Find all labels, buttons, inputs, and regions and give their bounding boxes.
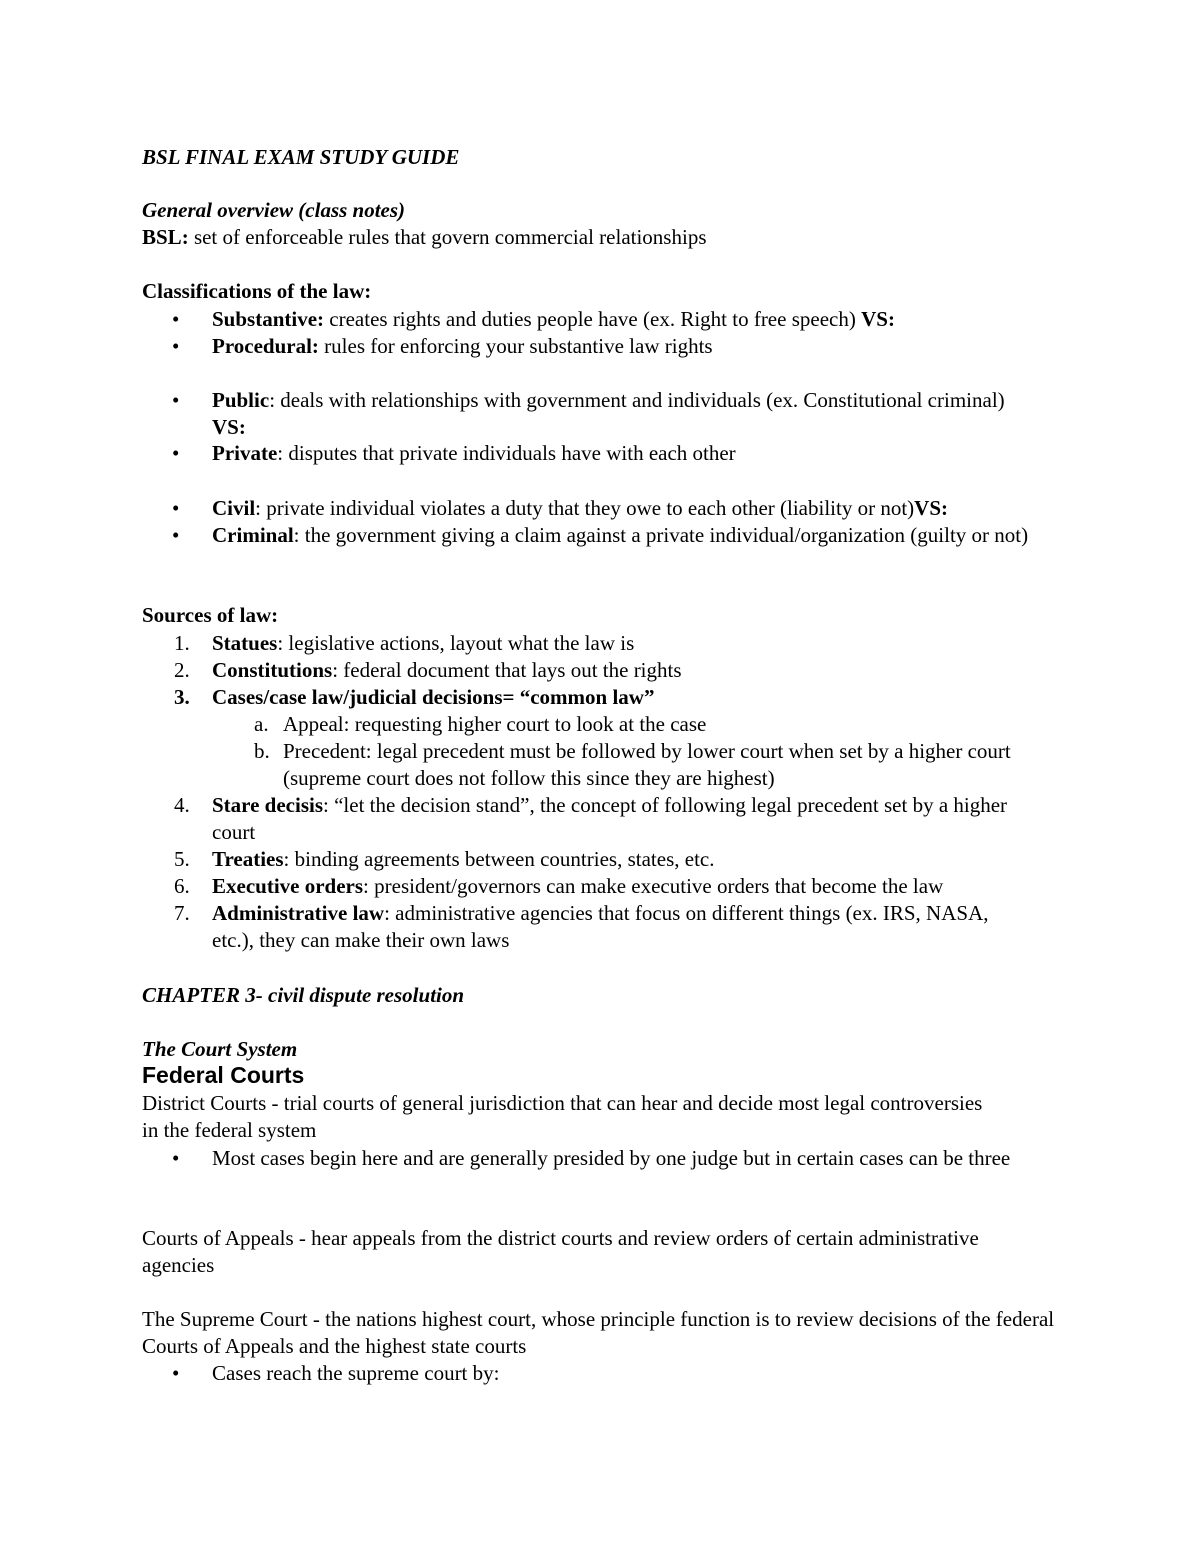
item-text: : private individual violates a duty that they owe to each other (liability or not) bbox=[255, 496, 915, 520]
item-term: Public bbox=[212, 388, 270, 412]
overview-heading: General overview (class notes) bbox=[142, 198, 406, 222]
bsl-def: set of enforceable rules that govern commercial relationships bbox=[188, 225, 707, 249]
item-text: rules for enforcing your substantive law rights bbox=[318, 334, 713, 358]
list-letter: a. bbox=[254, 712, 269, 736]
item-term: Executive orders bbox=[212, 874, 364, 898]
item-term: Procedural: bbox=[212, 334, 319, 358]
list-letter: b. bbox=[254, 739, 270, 763]
item-text: creates rights and duties people have (ex. Right to free speech) bbox=[324, 307, 862, 331]
list-item bbox=[212, 387, 1032, 440]
list-item bbox=[212, 522, 1072, 549]
item-text: : administrative agencies that focus on different things (ex. IRS, NASA, etc.), they can make their own laws bbox=[212, 901, 989, 952]
bullet-icon: • bbox=[172, 307, 180, 331]
bullet-icon: • bbox=[172, 523, 180, 547]
supreme-bullet-item: Cases reach the supreme court by: bbox=[212, 1361, 500, 1385]
list-item bbox=[212, 495, 1072, 522]
item-text: : “let the decision stand”, the concept of following legal precedent set by a higher court bbox=[212, 793, 1008, 844]
sub-list-item: Appeal: requesting higher court to look at the case bbox=[283, 712, 707, 736]
supreme-court-paragraph: The Supreme Court - the nations highest court, whose principle function is to review decisions of the federal Courts of Appeals and the highest state courts bbox=[142, 1307, 1055, 1358]
court-system-heading: The Court System bbox=[142, 1037, 298, 1061]
item-tail: VS: bbox=[914, 496, 949, 520]
list-number: 4. bbox=[174, 793, 190, 817]
list-item bbox=[212, 900, 1022, 953]
item-term: Administrative law bbox=[212, 901, 385, 925]
item-term: Stare decisis bbox=[212, 793, 324, 817]
chapter-heading bbox=[142, 982, 464, 1008]
item-text: : binding agreements between countries, states, etc. bbox=[283, 847, 715, 871]
item-term: Constitutions bbox=[212, 658, 333, 682]
item-term: Civil bbox=[212, 496, 256, 520]
bullet-icon: • bbox=[172, 334, 180, 358]
bullet-icon: • bbox=[172, 441, 180, 465]
item-text: : disputes that private individuals have with each other bbox=[277, 441, 736, 465]
item-term: Private bbox=[212, 441, 278, 465]
item-term: Criminal bbox=[212, 523, 294, 547]
list-item bbox=[212, 684, 1072, 711]
item-tail: VS: bbox=[212, 414, 246, 439]
district-courts-paragraph: District Courts - trial courts of general jurisdiction that can hear and decide most legal controversies in the federal system bbox=[142, 1091, 983, 1142]
item-text: : legislative actions, layout what the law is bbox=[277, 631, 635, 655]
list-item bbox=[212, 306, 1072, 333]
federal-courts-heading: Federal Courts bbox=[142, 1062, 305, 1088]
bullet-icon: • bbox=[172, 388, 180, 412]
list-item bbox=[212, 440, 1072, 467]
list-item bbox=[212, 873, 1072, 900]
list-number: 1. bbox=[174, 631, 190, 655]
list-item bbox=[212, 792, 1047, 845]
item-term: Substantive: bbox=[212, 307, 325, 331]
item-term: Statues bbox=[212, 631, 278, 655]
list-number: 5. bbox=[174, 847, 190, 871]
item-term: Treaties bbox=[212, 847, 284, 871]
item-text: : federal document that lays out the rights bbox=[332, 658, 682, 682]
bullet-icon: • bbox=[172, 1146, 180, 1170]
list-item bbox=[212, 846, 1072, 873]
item-text: : president/governors can make executive orders that become the law bbox=[363, 874, 944, 898]
list-item bbox=[212, 657, 1072, 684]
classifications-heading: Classifications of the law: bbox=[142, 279, 372, 303]
bullet-icon: • bbox=[172, 496, 180, 520]
bsl-term: BSL: bbox=[142, 225, 189, 249]
item-text: : deals with relationships with government and individuals (ex. Constitutional criminal) bbox=[269, 388, 1005, 412]
list-number: 2. bbox=[174, 658, 190, 682]
sub-list-item: Precedent: legal precedent must be followed by lower court when set by a higher court (supreme court does not follow this since they are highest) bbox=[283, 739, 1011, 790]
bsl-definition bbox=[142, 224, 707, 250]
chapter-suffix: - civil dispute resolution bbox=[255, 983, 465, 1007]
list-item bbox=[212, 333, 1072, 360]
list-number: 3. bbox=[174, 685, 190, 709]
item-term: Cases/case law/judicial decisions= “common law” bbox=[212, 685, 655, 709]
list-number: 6. bbox=[174, 874, 190, 898]
document-title: BSL FINAL EXAM STUDY GUIDE bbox=[142, 145, 460, 169]
list-item bbox=[212, 630, 1072, 657]
bullet-icon: • bbox=[172, 1361, 180, 1385]
list-number: 7. bbox=[174, 901, 190, 925]
district-bullet-item: Most cases begin here and are generally presided by one judge but in certain cases can be three bbox=[212, 1146, 1011, 1170]
courts-of-appeals-paragraph: Courts of Appeals - hear appeals from the district courts and review orders of certain administrative agencies bbox=[142, 1226, 979, 1277]
chapter-prefix: CHAPTER 3 bbox=[142, 983, 256, 1007]
item-tail: VS: bbox=[861, 307, 895, 331]
item-text: : the government giving a claim against a private individual/organization (guilty or not) bbox=[293, 523, 1029, 547]
sources-heading: Sources of law: bbox=[142, 603, 279, 627]
